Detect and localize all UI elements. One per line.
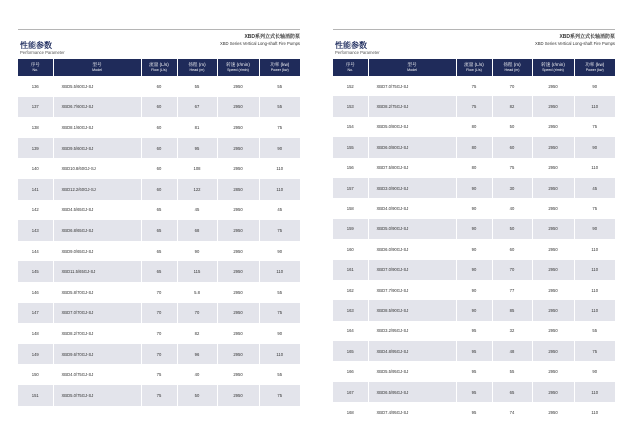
col-no-cell: 142 [18, 200, 53, 221]
col-speed-cell: 2950 [532, 321, 574, 341]
header-col-power [259, 59, 300, 76]
header-label-cn: 型号 [407, 62, 417, 67]
col-no-cell: 161 [333, 260, 368, 280]
col-no-cell: 164 [333, 321, 368, 341]
col-flow-cell: 90 [456, 239, 492, 259]
col-head-cell: 82 [177, 323, 217, 344]
header-label-cn: 扬程 (m) [503, 62, 521, 67]
col-power-cell: 110 [574, 96, 615, 116]
col-flow-cell: 80 [456, 117, 492, 137]
header-label-cn: 流量 (L/s) [149, 62, 169, 67]
col-no-cell: 150 [18, 364, 53, 385]
col-head-cell: 60 [492, 239, 532, 259]
col-speed-cell: 2950 [217, 97, 259, 118]
col-head-cell: 55 [177, 76, 217, 97]
col-speed-cell: 2950 [217, 364, 259, 385]
col-head-cell: 45 [177, 200, 217, 221]
col-model-cell: XBD6.0/80GJ-SJ [368, 137, 456, 157]
table-row [333, 402, 615, 422]
header-col-model [53, 59, 141, 76]
table-row [18, 179, 300, 200]
col-speed-cell: 2950 [217, 303, 259, 324]
col-model-cell: XBD5.0/80GJ-SJ [368, 117, 456, 137]
col-power-cell: 110 [574, 300, 615, 320]
col-power-cell: 110 [574, 402, 615, 422]
col-head-cell: 74 [492, 402, 532, 422]
header-label-cn: 序号 [345, 62, 355, 67]
table-row [333, 300, 615, 320]
col-flow-cell: 95 [456, 361, 492, 381]
header-col-speed [532, 59, 574, 76]
col-model-cell: XBD5.8/70GJ-SJ [53, 282, 141, 303]
col-no-cell: 163 [333, 300, 368, 320]
col-model-cell: XBD5.5/60GJ-SJ [53, 76, 141, 97]
col-model-cell: XBD6.8/65GJ-SJ [53, 220, 141, 241]
header-label-en: Model [407, 68, 417, 72]
col-no-cell: 147 [18, 303, 53, 324]
col-speed-cell: 2950 [532, 219, 574, 239]
col-head-cell: 50 [177, 385, 217, 406]
col-no-cell: 168 [333, 402, 368, 422]
col-head-cell: 90 [177, 241, 217, 262]
col-power-cell: 110 [574, 158, 615, 178]
table-row [333, 361, 615, 381]
col-flow-cell: 60 [141, 117, 177, 138]
table-row [333, 158, 615, 178]
col-power-cell: 110 [574, 382, 615, 402]
col-no-cell: 141 [18, 179, 53, 200]
header-col-head [177, 59, 217, 76]
col-power-cell: 90 [574, 361, 615, 381]
header-col-flow [141, 59, 177, 76]
col-head-cell: 75 [492, 158, 532, 178]
col-power-cell: 110 [574, 239, 615, 259]
table-body [18, 76, 300, 406]
col-speed-cell: 2950 [217, 158, 259, 179]
col-no-cell: 136 [18, 76, 53, 97]
table-row [333, 321, 615, 341]
col-head-cell: 70 [492, 76, 532, 96]
col-head-cell: 67 [177, 97, 217, 118]
col-head-cell: 30 [492, 178, 532, 198]
col-flow-cell: 80 [456, 158, 492, 178]
col-flow-cell: 65 [141, 261, 177, 282]
col-model-cell: XBD3.2/95GJ-SJ [368, 321, 456, 341]
col-no-cell: 160 [333, 239, 368, 259]
series-title-cn: XBD系列立式长轴消防泵 [559, 34, 615, 40]
col-speed-cell: 2950 [532, 117, 574, 137]
header-label-cn: 转速 (r/min) [541, 62, 565, 67]
col-speed-cell: 2950 [532, 76, 574, 96]
col-flow-cell: 65 [141, 200, 177, 221]
section-title-en: Performance Parameter [335, 50, 380, 55]
col-speed-cell: 2950 [532, 96, 574, 116]
col-power-cell: 90 [259, 241, 300, 262]
table-row [18, 241, 300, 262]
col-no-cell: 157 [333, 178, 368, 198]
table-row [18, 117, 300, 138]
col-head-cell: 82 [492, 96, 532, 116]
header-label-en: Flow (L/s) [151, 68, 167, 72]
col-head-cell: 50 [492, 219, 532, 239]
table-row [18, 138, 300, 159]
col-flow-cell: 70 [141, 344, 177, 365]
table-row [333, 280, 615, 300]
table-body [333, 76, 615, 423]
col-no-cell: 140 [18, 158, 53, 179]
performance-table-left [18, 59, 300, 406]
col-head-cell: 108 [177, 158, 217, 179]
col-power-cell: 75 [574, 341, 615, 361]
col-power-cell: 55 [574, 321, 615, 341]
col-model-cell: XBD9.6/70GJ-SJ [53, 344, 141, 365]
col-flow-cell: 70 [141, 282, 177, 303]
col-head-cell: 95 [177, 138, 217, 159]
table-row [18, 200, 300, 221]
header-label-cn: 扬程 (m) [188, 62, 206, 67]
table-row [18, 261, 300, 282]
col-no-cell: 153 [333, 96, 368, 116]
col-model-cell: XBD4.8/95GJ-SJ [368, 341, 456, 361]
col-flow-cell: 60 [141, 76, 177, 97]
col-speed-cell: 2950 [532, 178, 574, 198]
col-no-cell: 139 [18, 138, 53, 159]
col-no-cell: 155 [333, 137, 368, 157]
col-no-cell: 152 [333, 76, 368, 96]
header-label-en: No. [32, 68, 39, 72]
header-label-en: Power (kw) [270, 68, 289, 72]
col-model-cell: XBD10.8/60GJ-SJ [53, 158, 141, 179]
col-no-cell: 151 [18, 385, 53, 406]
header-label-cn: 型号 [92, 62, 102, 67]
col-speed-cell: 2950 [217, 117, 259, 138]
header-col-head [492, 59, 532, 76]
col-model-cell: XBD7.0/90GJ-SJ [368, 260, 456, 280]
table-row [333, 178, 615, 198]
table-row [333, 239, 615, 259]
col-flow-cell: 75 [456, 76, 492, 96]
col-no-cell: 148 [18, 323, 53, 344]
header-col-speed [217, 59, 259, 76]
table-row [333, 76, 615, 96]
table-row [18, 323, 300, 344]
table-row [18, 385, 300, 406]
table-row [18, 97, 300, 118]
col-head-cell: 70 [492, 260, 532, 280]
col-head-cell: 96 [177, 344, 217, 365]
col-flow-cell: 70 [141, 323, 177, 344]
col-flow-cell: 75 [141, 364, 177, 385]
col-speed-cell: 2950 [217, 200, 259, 221]
table-row [333, 117, 615, 137]
right-page [333, 0, 615, 422]
col-flow-cell: 90 [456, 219, 492, 239]
table-row [333, 137, 615, 157]
col-model-cell: XBD4.0/75GJ-SJ [53, 364, 141, 385]
col-power-cell: 75 [259, 220, 300, 241]
col-speed-cell: 2950 [532, 361, 574, 381]
col-speed-cell: 2950 [217, 344, 259, 365]
col-power-cell: 90 [574, 76, 615, 96]
col-power-cell: 75 [574, 198, 615, 218]
header-label-en: No. [347, 68, 354, 72]
col-no-cell: 159 [333, 219, 368, 239]
col-flow-cell: 60 [141, 179, 177, 200]
table-row [333, 341, 615, 361]
table-row [18, 364, 300, 385]
col-power-cell: 75 [259, 117, 300, 138]
col-power-cell: 55 [259, 364, 300, 385]
col-power-cell: 110 [259, 158, 300, 179]
table-header [333, 59, 615, 76]
col-no-cell: 145 [18, 261, 53, 282]
table-row [333, 260, 615, 280]
col-model-cell: XBD7.0/75GJ-SJ [368, 76, 456, 96]
header-label-cn: 流量 (L/s) [464, 62, 484, 67]
col-speed-cell: 2950 [217, 261, 259, 282]
col-head-cell: 65 [492, 382, 532, 402]
col-head-cell: 5.8 [177, 282, 217, 303]
col-speed-cell: 2950 [532, 239, 574, 259]
col-power-cell: 55 [259, 97, 300, 118]
header-label-en: Head (m) [504, 68, 520, 72]
col-flow-cell: 95 [456, 321, 492, 341]
header-label-en: Power (kw) [585, 68, 604, 72]
header-label-cn: 转速 (r/min) [226, 62, 250, 67]
col-model-cell: XBD3.0/90GJ-SJ [368, 178, 456, 198]
col-speed-cell: 2950 [217, 385, 259, 406]
col-no-cell: 143 [18, 220, 53, 241]
col-power-cell: 45 [574, 178, 615, 198]
col-head-cell: 70 [177, 303, 217, 324]
col-flow-cell: 95 [456, 382, 492, 402]
col-model-cell: XBD7.4/95GJ-SJ [368, 402, 456, 422]
col-speed-cell: 2950 [532, 300, 574, 320]
col-model-cell: XBD6.5/95GJ-SJ [368, 382, 456, 402]
col-model-cell: XBD7.0/70GJ-SJ [53, 303, 141, 324]
col-model-cell: XBD5.0/90GJ-SJ [368, 219, 456, 239]
header-label-cn: 功率 (kw) [585, 62, 605, 67]
col-no-cell: 167 [333, 382, 368, 402]
col-no-cell: 158 [333, 198, 368, 218]
col-flow-cell: 65 [141, 241, 177, 262]
header-label-en: Head (m) [189, 68, 205, 72]
col-power-cell: 110 [259, 179, 300, 200]
col-flow-cell: 90 [456, 178, 492, 198]
col-speed-cell: 2950 [217, 241, 259, 262]
col-flow-cell: 95 [456, 402, 492, 422]
col-power-cell: 75 [259, 303, 300, 324]
series-title-en: XBD Series Vertical Long-shaft Fire Pumps [534, 41, 615, 46]
col-speed-cell: 2950 [217, 282, 259, 303]
header-label-en: Speed (r/min) [542, 68, 564, 72]
col-speed-cell: 2950 [532, 198, 574, 218]
col-model-cell: XBD7.7/90GJ-SJ [368, 280, 456, 300]
table-row [18, 76, 300, 97]
col-model-cell: XBD5.0/75GJ-SJ [53, 385, 141, 406]
header-divider [18, 29, 300, 30]
col-head-cell: 60 [492, 137, 532, 157]
col-speed-cell: 2950 [532, 137, 574, 157]
header-col-no [333, 59, 368, 76]
table-row [18, 303, 300, 324]
col-no-cell: 165 [333, 341, 368, 361]
col-flow-cell: 60 [141, 158, 177, 179]
col-speed-cell: 2950 [532, 382, 574, 402]
col-flow-cell: 70 [141, 303, 177, 324]
col-flow-cell: 60 [141, 97, 177, 118]
col-model-cell: XBD12.2/60GJ-SJ [53, 179, 141, 200]
col-head-cell: 68 [177, 220, 217, 241]
table-row [333, 96, 615, 116]
col-model-cell: XBD8.2/70GJ-SJ [53, 323, 141, 344]
col-flow-cell: 90 [456, 198, 492, 218]
table-row [333, 219, 615, 239]
col-power-cell: 90 [574, 137, 615, 157]
col-head-cell: 48 [492, 341, 532, 361]
header-row [18, 59, 300, 76]
col-no-cell: 154 [333, 117, 368, 137]
table-header [18, 59, 300, 76]
col-head-cell: 85 [492, 300, 532, 320]
section-title-cn: 性能参数 [335, 41, 367, 50]
col-speed-cell: 2950 [217, 76, 259, 97]
table-row [18, 220, 300, 241]
col-flow-cell: 75 [141, 385, 177, 406]
series-title-en: XBD Series Vertical Long-shaft Fire Pumps [219, 41, 300, 46]
col-model-cell: XBD8.1/60GJ-SJ [53, 117, 141, 138]
table-row [18, 344, 300, 365]
col-power-cell: 110 [574, 280, 615, 300]
col-power-cell: 110 [259, 344, 300, 365]
col-power-cell: 55 [259, 76, 300, 97]
header-row [333, 59, 615, 76]
col-no-cell: 162 [333, 280, 368, 300]
col-power-cell: 90 [259, 323, 300, 344]
col-head-cell: 55 [492, 361, 532, 381]
col-head-cell: 122 [177, 179, 217, 200]
header-col-no [18, 59, 53, 76]
header-col-flow [456, 59, 492, 76]
col-speed-cell: 2950 [532, 341, 574, 361]
col-model-cell: XBD4.0/90GJ-SJ [368, 198, 456, 218]
section-title-cn: 性能参数 [20, 41, 52, 50]
performance-table-right [333, 59, 615, 423]
col-model-cell: XBD5.5/95GJ-SJ [368, 361, 456, 381]
col-no-cell: 166 [333, 361, 368, 381]
col-speed-cell: 2950 [217, 138, 259, 159]
table-row [18, 158, 300, 179]
col-flow-cell: 90 [456, 300, 492, 320]
col-model-cell: XBD9.0/65GJ-SJ [53, 241, 141, 262]
col-no-cell: 138 [18, 117, 53, 138]
header-label-en: Speed (r/min) [227, 68, 249, 72]
col-power-cell: 45 [259, 200, 300, 221]
col-power-cell: 90 [259, 138, 300, 159]
table-row [333, 198, 615, 218]
col-flow-cell: 90 [456, 260, 492, 280]
col-speed-cell: 2950 [217, 220, 259, 241]
col-head-cell: 115 [177, 261, 217, 282]
col-power-cell: 110 [259, 261, 300, 282]
table-row [18, 282, 300, 303]
col-no-cell: 149 [18, 344, 53, 365]
col-head-cell: 40 [492, 198, 532, 218]
col-no-cell: 144 [18, 241, 53, 262]
series-title-cn: XBD系列立式长轴消防泵 [244, 34, 300, 40]
col-head-cell: 40 [177, 364, 217, 385]
col-speed-cell: 2950 [532, 158, 574, 178]
col-head-cell: 81 [177, 117, 217, 138]
table-row [333, 382, 615, 402]
col-model-cell: XBD8.5/90GJ-SJ [368, 300, 456, 320]
col-no-cell: 137 [18, 97, 53, 118]
col-power-cell: 55 [259, 282, 300, 303]
col-speed-cell: 2950 [532, 260, 574, 280]
col-flow-cell: 95 [456, 341, 492, 361]
col-head-cell: 77 [492, 280, 532, 300]
col-flow-cell: 75 [456, 96, 492, 116]
col-head-cell: 50 [492, 117, 532, 137]
col-no-cell: 146 [18, 282, 53, 303]
col-power-cell: 75 [259, 385, 300, 406]
col-model-cell: XBD9.5/60GJ-SJ [53, 138, 141, 159]
section-title-en: Performance Parameter [20, 50, 65, 55]
col-flow-cell: 60 [141, 138, 177, 159]
col-speed-cell: 2950 [217, 323, 259, 344]
header-label-cn: 功率 (kw) [270, 62, 290, 67]
col-model-cell: XBD6.0/90GJ-SJ [368, 239, 456, 259]
col-head-cell: 32 [492, 321, 532, 341]
col-model-cell: XBD7.5/80GJ-SJ [368, 158, 456, 178]
header-label-en: Flow (L/s) [466, 68, 482, 72]
col-model-cell: XBD8.2/75GJ-SJ [368, 96, 456, 116]
col-flow-cell: 80 [456, 137, 492, 157]
left-page [18, 0, 300, 422]
col-flow-cell: 65 [141, 220, 177, 241]
col-power-cell: 90 [574, 219, 615, 239]
col-flow-cell: 90 [456, 280, 492, 300]
col-speed-cell: 2950 [532, 280, 574, 300]
header-divider [333, 29, 615, 30]
col-speed-cell: 2950 [532, 402, 574, 422]
col-power-cell: 75 [574, 117, 615, 137]
col-power-cell: 110 [574, 260, 615, 280]
header-col-model [368, 59, 456, 76]
header-label-en: Model [92, 68, 102, 72]
header-col-power [574, 59, 615, 76]
header-label-cn: 序号 [30, 62, 40, 67]
col-model-cell: XBD6.7/60GJ-SJ [53, 97, 141, 118]
col-model-cell: XBD4.5/65GJ-SJ [53, 200, 141, 221]
col-no-cell: 156 [333, 158, 368, 178]
col-model-cell: XBD11.5/65GJ-SJ [53, 261, 141, 282]
col-speed-cell: 2850 [217, 179, 259, 200]
